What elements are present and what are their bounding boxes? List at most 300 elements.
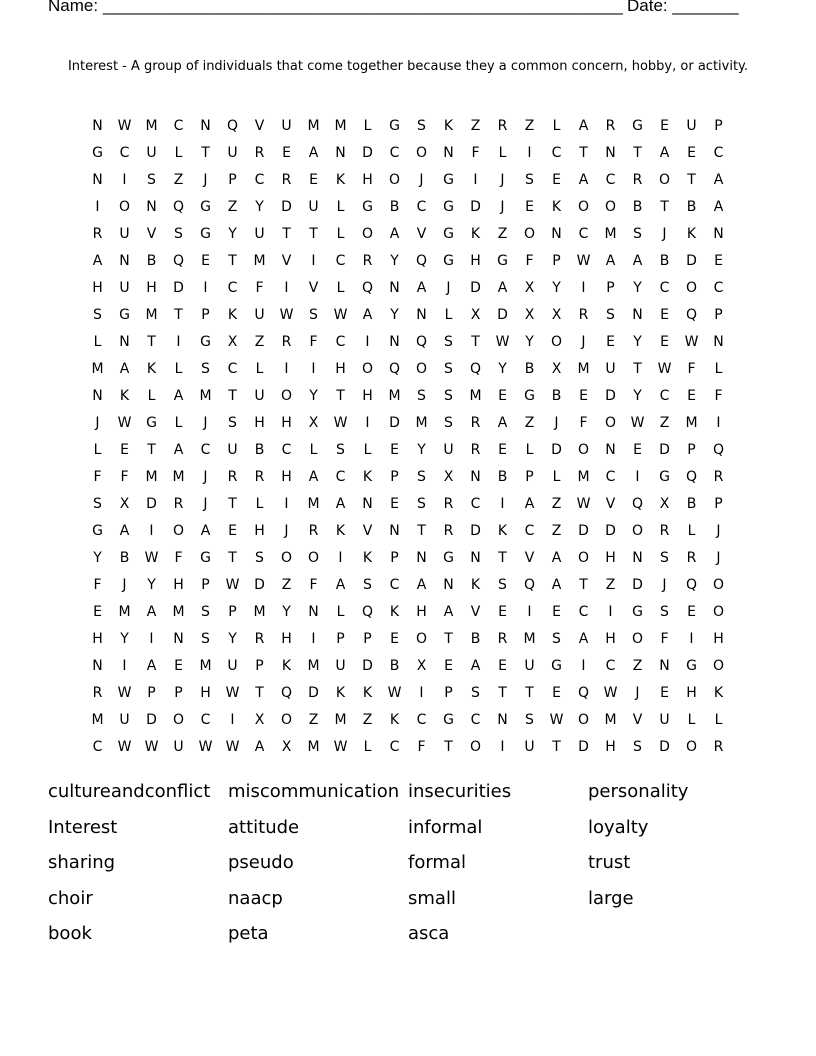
grid-letter[interactable]: P [363, 631, 372, 647]
grid-letter[interactable]: Y [228, 226, 237, 242]
grid-letter[interactable]: G [443, 253, 454, 269]
grid-letter[interactable]: R [308, 523, 319, 539]
grid-letter[interactable]: A [578, 118, 589, 134]
grid-letter[interactable]: E [282, 145, 291, 161]
grid-letter[interactable]: L [336, 199, 345, 215]
grid-letter[interactable]: U [254, 226, 265, 242]
grid-letter[interactable]: R [497, 631, 508, 647]
grid-letter[interactable]: B [389, 199, 400, 215]
grid-letter[interactable]: A [92, 253, 103, 269]
grid-letter[interactable]: M [577, 361, 590, 377]
grid-letter[interactable]: L [147, 388, 156, 404]
grid-letter[interactable]: E [606, 334, 615, 350]
grid-letter[interactable]: H [281, 631, 292, 647]
grid-letter[interactable]: G [200, 226, 211, 242]
grid-letter[interactable]: D [605, 388, 616, 404]
grid-letter[interactable]: R [254, 631, 265, 647]
grid-letter[interactable]: K [713, 685, 724, 701]
grid-letter[interactable]: V [362, 523, 373, 539]
grid-letter[interactable]: T [660, 199, 669, 215]
grid-letter[interactable]: W [549, 712, 564, 728]
grid-letter[interactable]: W [387, 685, 402, 701]
grid-letter[interactable]: Q [388, 361, 401, 377]
grid-letter[interactable]: L [363, 118, 372, 134]
grid-letter[interactable]: Q [280, 685, 293, 701]
grid-letter[interactable]: N [632, 550, 643, 566]
grid-letter[interactable]: N [497, 712, 508, 728]
grid-letter[interactable]: H [281, 469, 292, 485]
grid-letter[interactable]: S [255, 550, 264, 566]
grid-letter[interactable]: I [581, 280, 586, 296]
grid-letter[interactable]: Y [255, 199, 264, 215]
grid-letter[interactable]: N [308, 604, 319, 620]
grid-letter[interactable]: W [117, 739, 132, 755]
grid-letter[interactable]: F [579, 415, 588, 431]
grid-letter[interactable]: Q [469, 361, 482, 377]
grid-letter[interactable]: K [362, 550, 373, 566]
grid-letter[interactable]: A [443, 604, 454, 620]
grid-letter[interactable]: C [470, 496, 481, 512]
grid-letter[interactable]: E [498, 604, 507, 620]
grid-letter[interactable]: O [577, 550, 590, 566]
grid-letter[interactable]: N [389, 280, 400, 296]
grid-letter[interactable]: M [307, 496, 320, 512]
grid-letter[interactable]: P [228, 604, 237, 620]
grid-letter[interactable]: S [174, 226, 183, 242]
grid-letter[interactable]: L [336, 226, 345, 242]
grid-letter[interactable]: T [633, 361, 642, 377]
grid-letter[interactable]: X [524, 307, 535, 323]
grid-letter[interactable]: U [146, 145, 157, 161]
grid-letter[interactable]: I [230, 712, 235, 728]
grid-letter[interactable]: E [498, 388, 507, 404]
grid-letter[interactable]: O [388, 172, 401, 188]
grid-letter[interactable]: R [227, 469, 238, 485]
grid-letter[interactable]: E [633, 442, 642, 458]
grid-letter[interactable]: O [172, 712, 185, 728]
grid-letter[interactable]: X [227, 334, 238, 350]
grid-letter[interactable]: U [281, 118, 292, 134]
grid-letter[interactable]: G [200, 334, 211, 350]
grid-letter[interactable]: I [527, 145, 532, 161]
grid-letter[interactable]: N [92, 388, 103, 404]
grid-letter[interactable]: E [714, 253, 723, 269]
grid-letter[interactable]: H [254, 415, 265, 431]
grid-letter[interactable]: F [660, 631, 669, 647]
grid-letter[interactable]: C [470, 712, 481, 728]
grid-letter[interactable]: V [254, 118, 265, 134]
grid-letter[interactable]: W [144, 550, 159, 566]
grid-letter[interactable]: T [228, 496, 237, 512]
date-blank[interactable]: _______ [672, 0, 739, 15]
grid-letter[interactable]: R [173, 496, 184, 512]
grid-letter[interactable]: N [470, 550, 481, 566]
grid-letter[interactable]: J [716, 550, 721, 566]
grid-letter[interactable]: E [660, 307, 669, 323]
grid-letter[interactable]: O [523, 226, 536, 242]
grid-letter[interactable]: O [712, 658, 725, 674]
grid-letter[interactable]: C [389, 145, 400, 161]
grid-letter[interactable]: R [713, 469, 724, 485]
grid-letter[interactable]: G [389, 118, 400, 134]
grid-letter[interactable]: X [119, 496, 130, 512]
grid-letter[interactable]: O [415, 361, 428, 377]
grid-letter[interactable]: J [203, 496, 208, 512]
grid-letter[interactable]: P [687, 442, 696, 458]
grid-letter[interactable]: E [660, 685, 669, 701]
grid-letter[interactable]: J [419, 172, 424, 188]
grid-letter[interactable]: S [417, 388, 426, 404]
grid-letter[interactable]: E [201, 253, 210, 269]
grid-letter[interactable]: F [309, 334, 318, 350]
grid-letter[interactable]: W [333, 739, 348, 755]
grid-letter[interactable]: X [443, 469, 454, 485]
grid-letter[interactable]: M [91, 712, 104, 728]
grid-letter[interactable]: Y [120, 631, 129, 647]
grid-letter[interactable]: Y [228, 631, 237, 647]
grid-letter[interactable]: I [284, 496, 289, 512]
grid-letter[interactable]: H [281, 415, 292, 431]
grid-letter[interactable]: P [390, 469, 399, 485]
grid-letter[interactable]: R [605, 118, 616, 134]
grid-letter[interactable]: C [713, 145, 724, 161]
grid-letter[interactable]: U [686, 118, 697, 134]
grid-letter[interactable]: T [282, 226, 291, 242]
grid-letter[interactable]: I [311, 631, 316, 647]
grid-letter[interactable]: N [443, 577, 454, 593]
grid-letter[interactable]: B [389, 658, 400, 674]
grid-letter[interactable]: V [605, 496, 616, 512]
grid-letter[interactable]: E [498, 442, 507, 458]
grid-letter[interactable]: E [660, 118, 669, 134]
grid-letter[interactable]: W [576, 496, 591, 512]
grid-letter[interactable]: K [470, 577, 481, 593]
grid-letter[interactable]: K [686, 226, 697, 242]
grid-letter[interactable]: U [335, 658, 346, 674]
grid-letter[interactable]: V [524, 550, 535, 566]
grid-letter[interactable]: A [551, 577, 562, 593]
grid-letter[interactable]: O [415, 145, 428, 161]
grid-letter[interactable]: G [632, 118, 643, 134]
grid-letter[interactable]: R [254, 469, 265, 485]
grid-letter[interactable]: E [228, 523, 237, 539]
grid-letter[interactable]: E [687, 604, 696, 620]
grid-letter[interactable]: C [335, 334, 346, 350]
grid-letter[interactable]: C [416, 712, 427, 728]
grid-letter[interactable]: D [362, 145, 373, 161]
grid-letter[interactable]: M [307, 739, 320, 755]
grid-letter[interactable]: O [685, 739, 698, 755]
grid-letter[interactable]: I [149, 631, 154, 647]
grid-letter[interactable]: F [687, 361, 696, 377]
grid-letter[interactable]: M [199, 388, 212, 404]
grid-letter[interactable]: A [173, 442, 184, 458]
grid-letter[interactable]: N [551, 226, 562, 242]
grid-letter[interactable]: I [149, 523, 154, 539]
grid-letter[interactable]: B [497, 469, 508, 485]
grid-letter[interactable]: F [93, 577, 102, 593]
grid-letter[interactable]: M [253, 604, 266, 620]
grid-letter[interactable]: H [173, 577, 184, 593]
grid-letter[interactable]: E [687, 145, 696, 161]
grid-letter[interactable]: D [632, 577, 643, 593]
grid-letter[interactable]: A [173, 388, 184, 404]
grid-letter[interactable]: H [92, 631, 103, 647]
grid-letter[interactable]: D [605, 523, 616, 539]
grid-letter[interactable]: W [576, 253, 591, 269]
grid-letter[interactable]: A [335, 577, 346, 593]
grid-letter[interactable]: A [713, 172, 724, 188]
grid-letter[interactable]: H [605, 550, 616, 566]
grid-letter[interactable]: I [365, 415, 370, 431]
grid-letter[interactable]: S [309, 307, 318, 323]
grid-letter[interactable]: I [608, 604, 613, 620]
grid-letter[interactable]: U [119, 226, 130, 242]
grid-letter[interactable]: T [552, 739, 561, 755]
grid-letter[interactable]: O [577, 442, 590, 458]
grid-letter[interactable]: K [119, 388, 130, 404]
grid-letter[interactable]: R [578, 307, 589, 323]
grid-letter[interactable]: W [198, 739, 213, 755]
grid-letter[interactable]: F [309, 577, 318, 593]
grid-letter[interactable]: T [498, 685, 507, 701]
grid-letter[interactable]: P [336, 631, 345, 647]
grid-letter[interactable]: V [146, 226, 157, 242]
grid-letter[interactable]: D [281, 199, 292, 215]
grid-letter[interactable]: P [714, 496, 723, 512]
grid-letter[interactable]: Y [147, 577, 156, 593]
grid-letter[interactable]: G [200, 199, 211, 215]
grid-letter[interactable]: A [362, 307, 373, 323]
grid-letter[interactable]: A [578, 631, 589, 647]
grid-letter[interactable]: G [92, 145, 103, 161]
grid-letter[interactable]: A [416, 280, 427, 296]
grid-letter[interactable]: J [446, 280, 451, 296]
grid-letter[interactable]: W [117, 415, 132, 431]
grid-letter[interactable]: Q [172, 253, 185, 269]
name-field[interactable] [48, 0, 623, 16]
grid-letter[interactable]: Y [633, 388, 642, 404]
grid-letter[interactable]: C [551, 145, 562, 161]
grid-letter[interactable]: E [174, 658, 183, 674]
grid-letter[interactable]: O [415, 631, 428, 647]
grid-letter[interactable]: I [365, 334, 370, 350]
grid-letter[interactable]: Q [712, 442, 725, 458]
grid-letter[interactable]: H [362, 172, 373, 188]
grid-letter[interactable]: C [119, 145, 130, 161]
grid-letter[interactable]: Y [390, 253, 399, 269]
grid-letter[interactable]: Z [551, 523, 562, 539]
grid-letter[interactable]: U [227, 442, 238, 458]
grid-letter[interactable]: R [362, 253, 373, 269]
grid-letter[interactable]: Q [226, 118, 239, 134]
grid-letter[interactable]: A [119, 361, 130, 377]
grid-letter[interactable]: O [631, 631, 644, 647]
grid-letter[interactable]: K [551, 199, 562, 215]
grid-letter[interactable]: P [606, 280, 615, 296]
grid-letter[interactable]: S [363, 577, 372, 593]
grid-letter[interactable]: Y [93, 550, 102, 566]
grid-letter[interactable]: A [200, 523, 211, 539]
grid-letter[interactable]: R [470, 415, 481, 431]
grid-letter[interactable]: Z [524, 118, 535, 134]
grid-letter[interactable]: P [714, 118, 723, 134]
grid-letter[interactable]: L [336, 604, 345, 620]
grid-letter[interactable]: L [687, 712, 696, 728]
grid-letter[interactable]: M [334, 712, 347, 728]
grid-letter[interactable]: H [470, 253, 481, 269]
grid-letter[interactable]: M [172, 604, 185, 620]
grid-letter[interactable]: K [281, 658, 292, 674]
grid-letter[interactable]: S [417, 496, 426, 512]
grid-letter[interactable]: T [228, 550, 237, 566]
grid-letter[interactable]: M [307, 658, 320, 674]
grid-letter[interactable]: R [443, 496, 454, 512]
grid-letter[interactable]: Y [633, 334, 642, 350]
grid-letter[interactable]: D [470, 280, 481, 296]
grid-letter[interactable]: E [390, 631, 399, 647]
grid-letter[interactable]: A [335, 496, 346, 512]
grid-letter[interactable]: J [500, 172, 505, 188]
grid-letter[interactable]: O [172, 523, 185, 539]
grid-letter[interactable]: L [498, 145, 507, 161]
grid-letter[interactable]: N [389, 334, 400, 350]
grid-letter[interactable]: A [578, 172, 589, 188]
grid-letter[interactable]: F [174, 550, 183, 566]
grid-letter[interactable]: C [281, 442, 292, 458]
grid-letter[interactable]: T [336, 388, 345, 404]
grid-letter[interactable]: R [92, 226, 103, 242]
grid-letter[interactable]: K [443, 118, 454, 134]
grid-letter[interactable]: Q [415, 253, 428, 269]
grid-letter[interactable]: X [659, 496, 670, 512]
grid-letter[interactable]: T [174, 307, 183, 323]
grid-letter[interactable]: H [416, 604, 427, 620]
grid-letter[interactable]: I [176, 334, 181, 350]
grid-letter[interactable]: A [254, 739, 265, 755]
grid-letter[interactable]: Y [633, 280, 642, 296]
grid-letter[interactable]: E [552, 685, 561, 701]
grid-letter[interactable]: K [470, 226, 481, 242]
grid-letter[interactable]: G [659, 469, 670, 485]
grid-letter[interactable]: T [444, 739, 453, 755]
grid-letter[interactable]: D [659, 739, 670, 755]
grid-letter[interactable]: W [117, 685, 132, 701]
grid-letter[interactable]: D [146, 496, 157, 512]
grid-letter[interactable]: B [659, 253, 670, 269]
grid-letter[interactable]: G [632, 604, 643, 620]
grid-letter[interactable]: H [713, 631, 724, 647]
grid-letter[interactable]: F [525, 253, 534, 269]
grid-letter[interactable]: U [119, 712, 130, 728]
grid-letter[interactable]: L [714, 712, 723, 728]
grid-letter[interactable]: E [660, 334, 669, 350]
grid-letter[interactable]: Y [498, 361, 507, 377]
grid-letter[interactable]: F [93, 469, 102, 485]
grid-letter[interactable]: W [495, 334, 510, 350]
grid-letter[interactable]: Z [551, 496, 562, 512]
grid-letter[interactable]: R [497, 118, 508, 134]
grid-letter[interactable]: Q [685, 577, 698, 593]
grid-letter[interactable]: A [605, 253, 616, 269]
grid-letter[interactable]: N [119, 334, 130, 350]
grid-letter[interactable]: Z [308, 712, 319, 728]
grid-letter[interactable]: Q [361, 280, 374, 296]
grid-letter[interactable]: M [415, 415, 428, 431]
grid-letter[interactable]: B [524, 361, 535, 377]
grid-letter[interactable]: O [577, 712, 590, 728]
grid-letter[interactable]: M [523, 631, 536, 647]
grid-letter[interactable]: O [631, 523, 644, 539]
grid-letter[interactable]: R [470, 442, 481, 458]
grid-letter[interactable]: C [605, 172, 616, 188]
grid-letter[interactable]: D [578, 523, 589, 539]
grid-letter[interactable]: S [444, 388, 453, 404]
grid-letter[interactable]: N [389, 523, 400, 539]
grid-letter[interactable]: G [92, 523, 103, 539]
grid-letter[interactable]: E [552, 604, 561, 620]
grid-letter[interactable]: Q [172, 199, 185, 215]
grid-letter[interactable]: O [685, 280, 698, 296]
grid-letter[interactable]: P [444, 685, 453, 701]
grid-letter[interactable]: C [92, 739, 103, 755]
grid-letter[interactable]: S [660, 604, 669, 620]
grid-letter[interactable]: U [443, 442, 454, 458]
grid-letter[interactable]: A [416, 577, 427, 593]
grid-letter[interactable]: S [444, 334, 453, 350]
grid-letter[interactable]: G [443, 226, 454, 242]
grid-letter[interactable]: M [118, 604, 131, 620]
grid-letter[interactable]: G [443, 712, 454, 728]
grid-letter[interactable]: C [227, 361, 238, 377]
grid-letter[interactable]: M [604, 226, 617, 242]
grid-letter[interactable]: G [443, 172, 454, 188]
grid-letter[interactable]: Y [309, 388, 318, 404]
grid-letter[interactable]: J [581, 334, 586, 350]
grid-letter[interactable]: K [335, 685, 346, 701]
grid-letter[interactable]: J [554, 415, 559, 431]
grid-letter[interactable]: N [416, 550, 427, 566]
grid-letter[interactable]: Q [685, 307, 698, 323]
grid-letter[interactable]: S [336, 442, 345, 458]
grid-letter[interactable]: U [308, 199, 319, 215]
grid-letter[interactable]: P [201, 307, 210, 323]
grid-letter[interactable]: E [120, 442, 129, 458]
grid-letter[interactable]: U [524, 739, 535, 755]
grid-letter[interactable]: L [363, 442, 372, 458]
grid-letter[interactable]: I [122, 658, 127, 674]
grid-letter[interactable]: O [118, 199, 131, 215]
grid-letter[interactable]: C [200, 712, 211, 728]
grid-letter[interactable]: H [254, 523, 265, 539]
grid-letter[interactable]: S [633, 739, 642, 755]
grid-letter[interactable]: Y [282, 604, 291, 620]
grid-letter[interactable]: D [659, 442, 670, 458]
grid-letter[interactable]: S [525, 172, 534, 188]
grid-letter[interactable]: C [335, 469, 346, 485]
grid-letter[interactable]: M [199, 658, 212, 674]
grid-letter[interactable]: O [361, 361, 374, 377]
grid-letter[interactable]: B [632, 199, 643, 215]
grid-letter[interactable]: T [471, 334, 480, 350]
grid-letter[interactable]: I [311, 361, 316, 377]
grid-letter[interactable]: U [227, 658, 238, 674]
grid-letter[interactable]: S [201, 631, 210, 647]
grid-letter[interactable]: W [684, 334, 699, 350]
grid-letter[interactable]: L [525, 442, 534, 458]
grid-letter[interactable]: I [419, 685, 424, 701]
grid-letter[interactable]: J [203, 415, 208, 431]
